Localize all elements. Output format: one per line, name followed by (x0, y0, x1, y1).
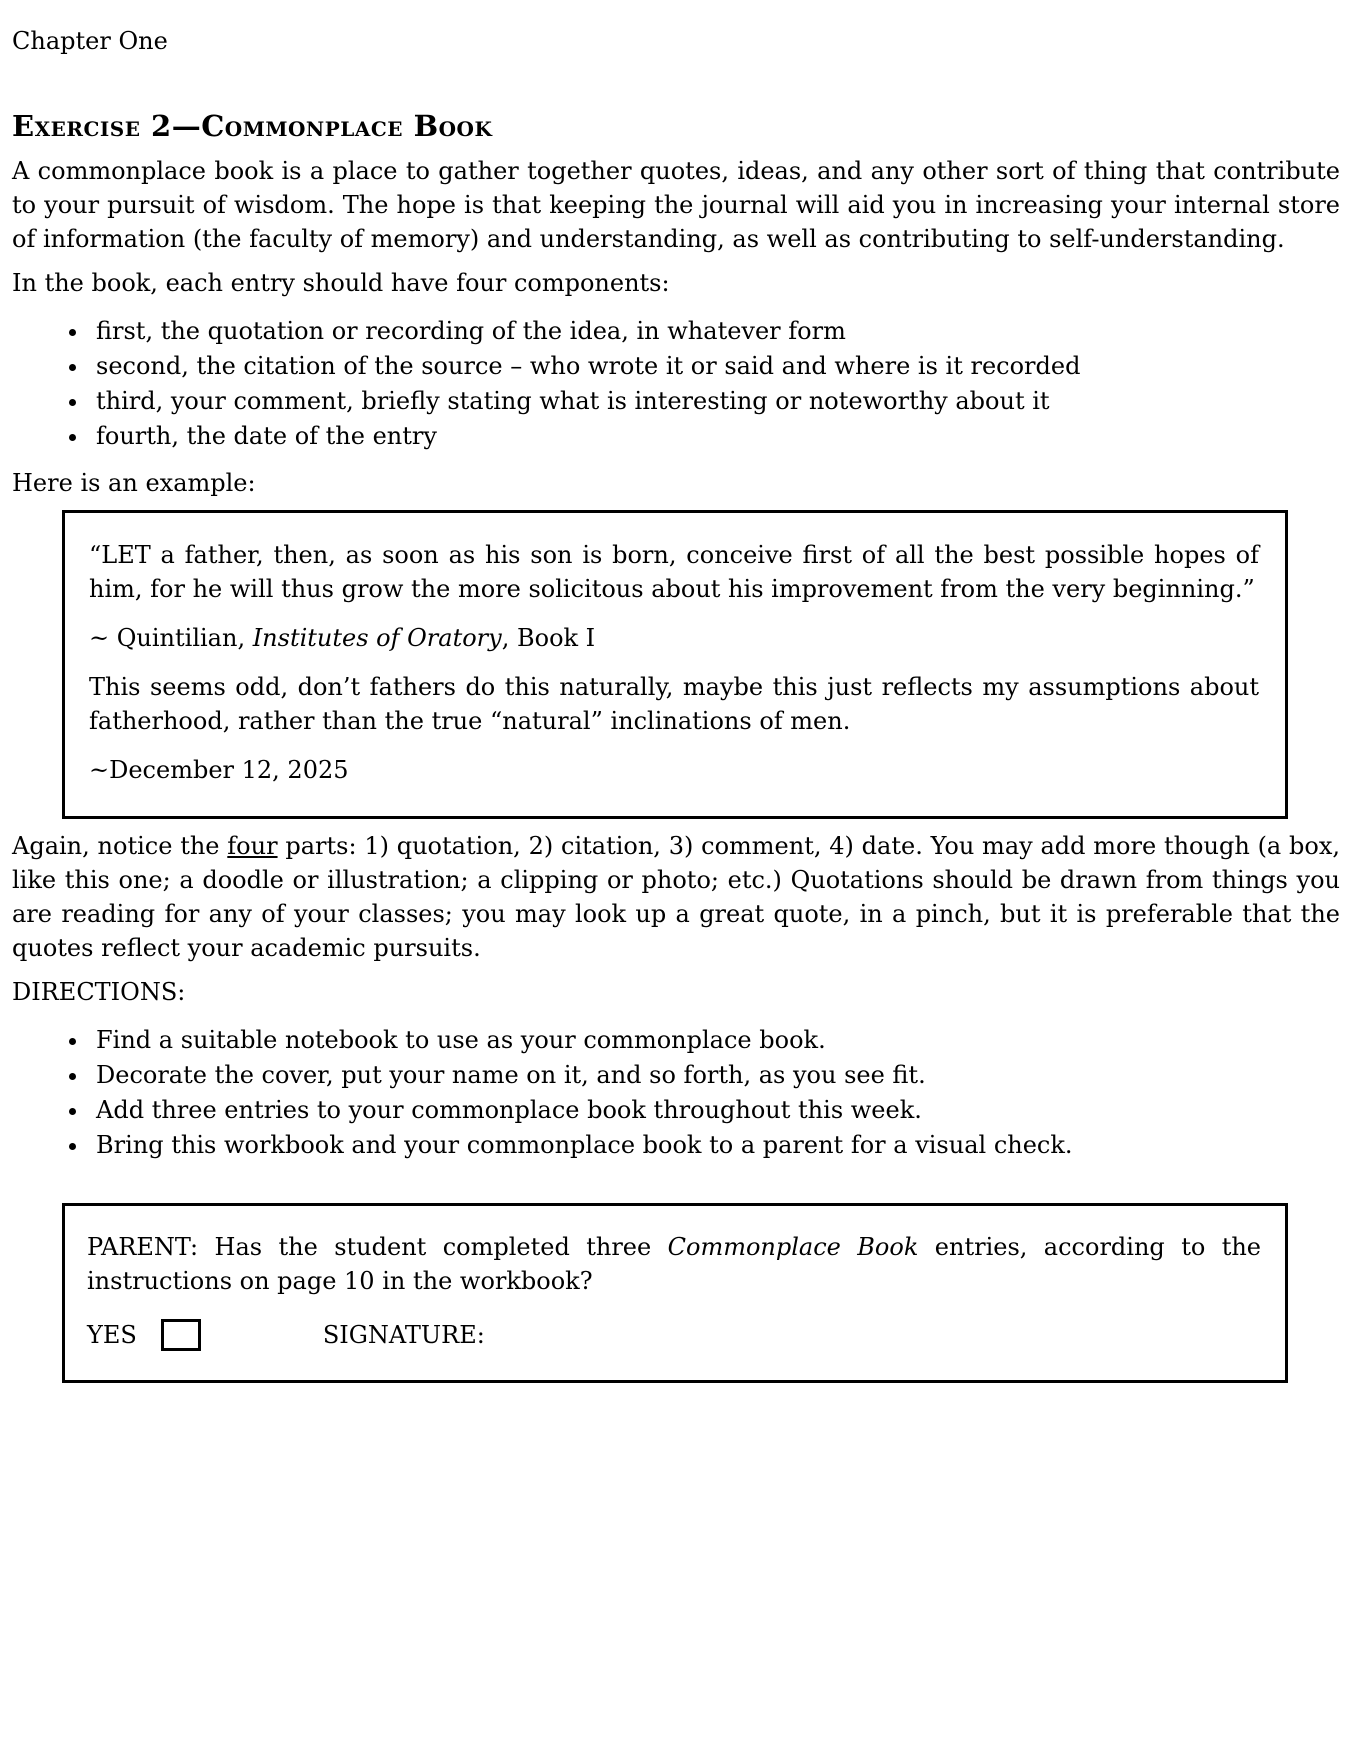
list-item: • Decorate the cover, put your name on it, and so forth, as you see fit. (90, 1058, 1340, 1093)
citation-suffix: , Book I (501, 624, 596, 652)
again-after: parts: 1) quotation, 2) citation, 3) comment, 4) date. You may add more though (a box, like this one; a doodle or illustration; a clipping or photo; etc.) Quotations should be drawn from things you are reading for any of your classes; you may look up a great quote, in a pinch, but it is preferable that the quotes reflect your academic pursuits. (12, 832, 1340, 962)
list-item: • fourth, the date of the entry (90, 419, 1340, 454)
parent-prompt-suffix: entries, according to the instructions on page 10 in the workbook? (87, 1233, 1262, 1295)
signature-label: SIGNATURE: (322, 1321, 485, 1349)
example-label: Here is an example: (12, 469, 256, 497)
components-intro: In the book, each entry should have four components: (12, 269, 670, 297)
citation-work-title: Institutes of Oratory (252, 624, 502, 652)
list-item: • Find a suitable notebook to use as your commonplace book. (90, 1023, 1340, 1058)
list-item: • Add three entries to your commonplace book throughout this week. (90, 1093, 1340, 1128)
yes-checkbox[interactable] (161, 1319, 201, 1351)
exercise-title: Exercise 2—Commonplace Book (12, 109, 493, 143)
again-paragraph (12, 829, 1340, 965)
intro-paragraph: A commonplace book is a place to gather together quotes, ideas, and any other sort of thing that contribute to your pursuit of wisdom. The hope is that keeping the journal will aid you in increasing your internal store of information (the faculty of memory) and understanding, as well as contributing to self-understanding. (12, 157, 1340, 253)
yes-signature-row (87, 1318, 1261, 1352)
directions-label: DIRECTIONS: (12, 978, 186, 1006)
example-quote: “LET a father, then, as soon as his son is born, conceive first of all the best possible hopes of him, for he will thus grow the more solicitous about his improvement from the very beginning.” (89, 541, 1259, 603)
example-citation (89, 621, 1259, 655)
citation-prefix: ~ Quintilian, (89, 624, 253, 652)
example-entry-box (62, 510, 1288, 819)
list-item: • second, the citation of the source – who wrote it or said and where is it recorded (90, 349, 1340, 384)
parent-check-box-section (62, 1203, 1288, 1383)
list-item: • Bring this workbook and your commonplace book to a parent for a visual check. (90, 1128, 1340, 1163)
example-date: ~December 12, 2025 (89, 756, 349, 784)
components-list (12, 314, 1340, 454)
list-item: • first, the quotation or recording of the idea, in whatever form (90, 314, 1340, 349)
again-underlined-word: four (227, 832, 278, 860)
parent-prompt-italic: Commonplace Book (667, 1233, 919, 1261)
parent-prompt (87, 1230, 1261, 1298)
list-item: • third, your comment, briefly stating what is interesting or noteworthy about it (90, 384, 1340, 419)
example-comment: This seems odd, don’t fathers do this naturally, maybe this just reflects my assumptions about fatherhood, rather than the true “natural” inclinations of men. (89, 673, 1259, 735)
parent-prompt-prefix: PARENT: Has the student completed three (87, 1233, 668, 1261)
directions-list (12, 1023, 1340, 1163)
again-before: Again, notice the (12, 832, 228, 860)
yes-label: YES (87, 1321, 137, 1349)
chapter-heading: Chapter One (12, 27, 168, 55)
